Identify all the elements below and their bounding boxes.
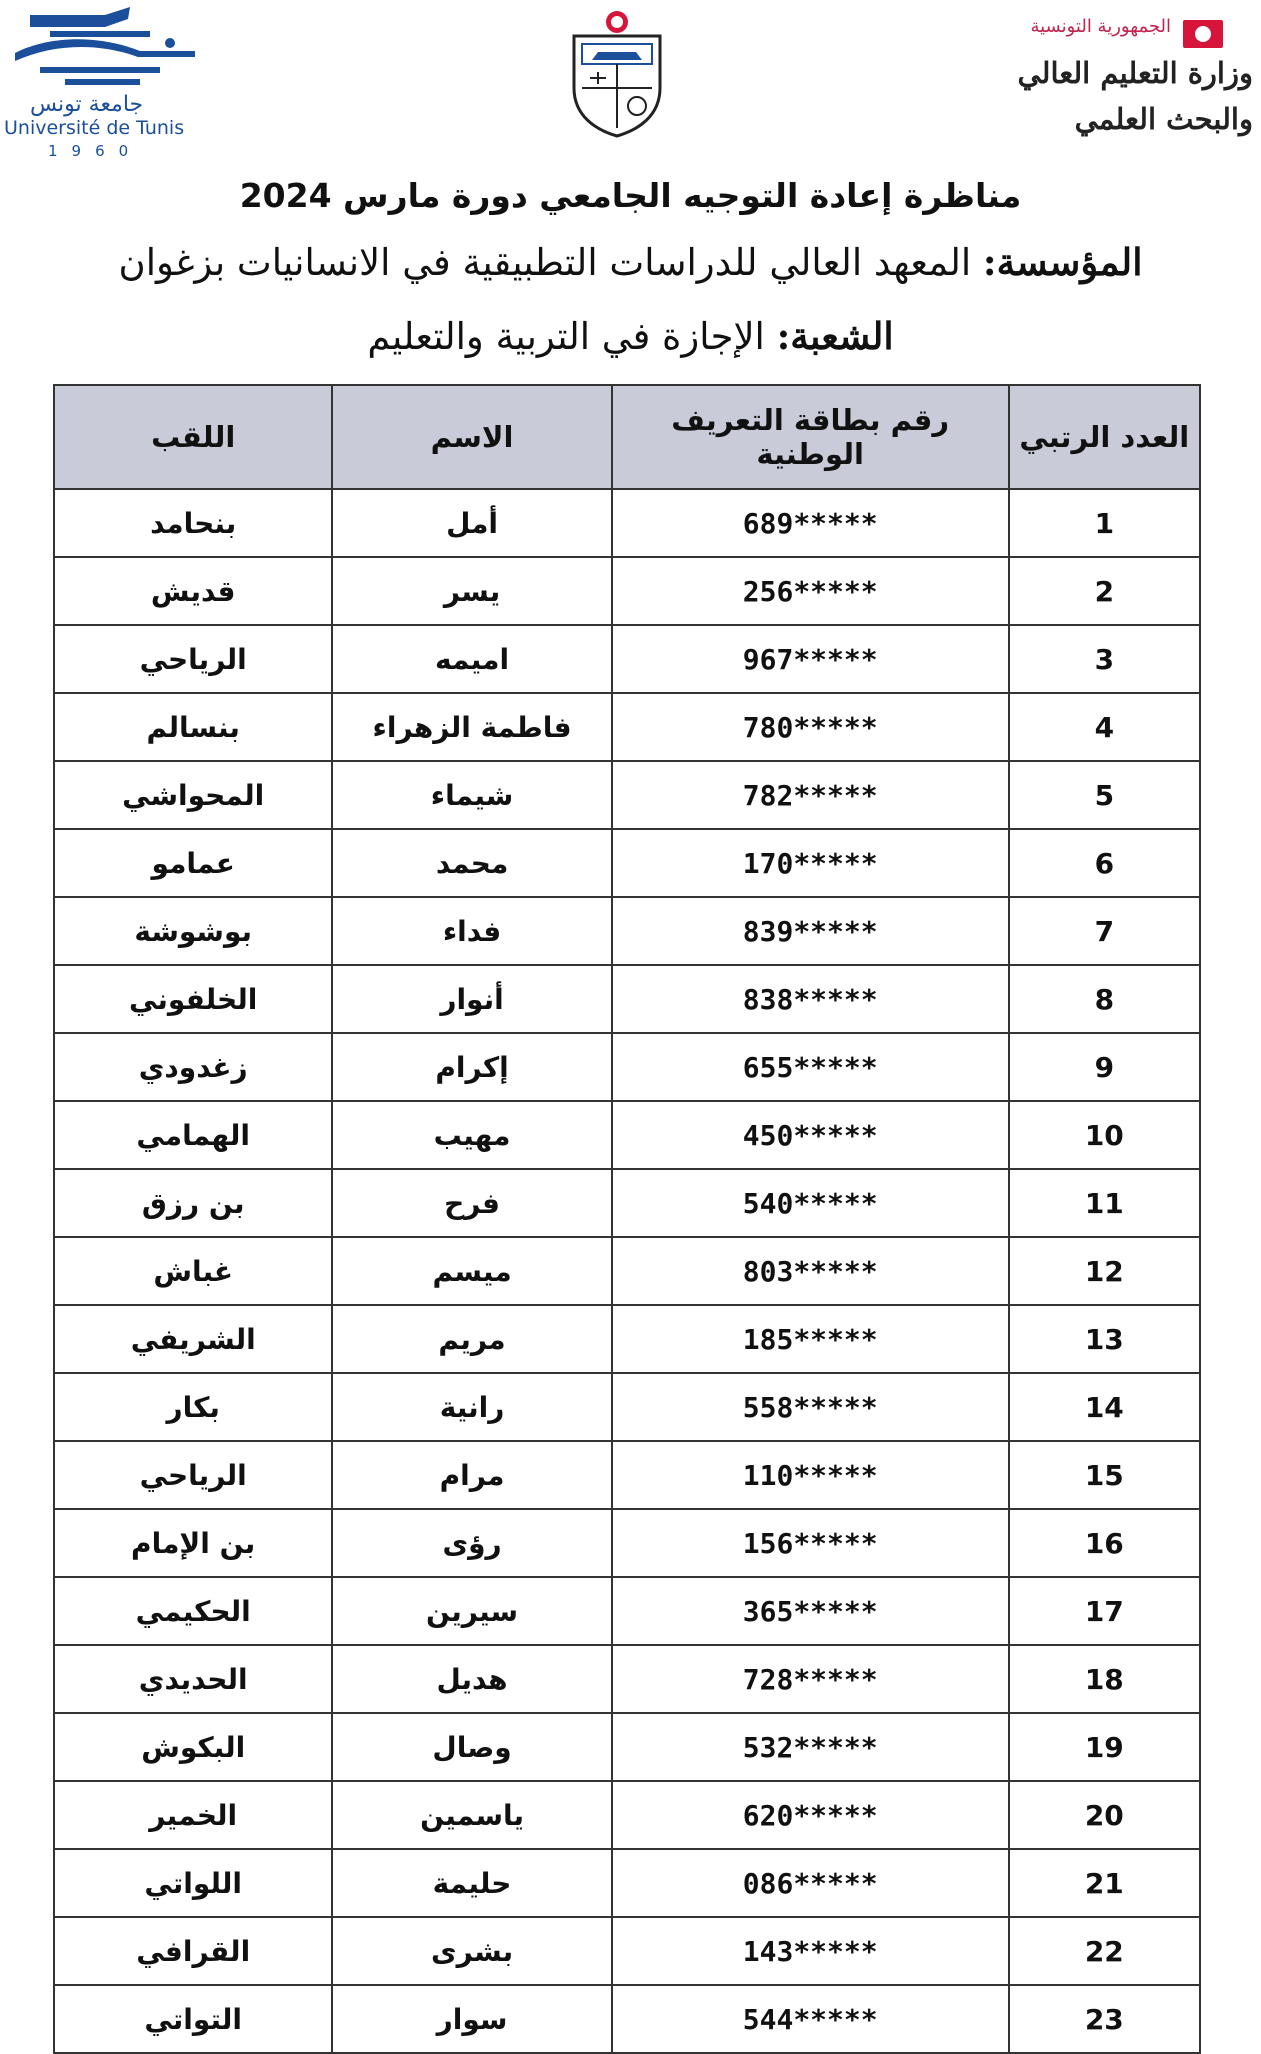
row-number: 16	[1009, 1509, 1200, 1577]
university-logo	[0, 0, 200, 165]
row-last-name: غباش	[54, 1237, 332, 1305]
university-founding-year: 1960	[48, 142, 143, 160]
row-last-name: البكوش	[54, 1713, 332, 1781]
table-row	[54, 1237, 1200, 1305]
table-row	[54, 1033, 1200, 1101]
table-row	[54, 1577, 1200, 1645]
row-cin: *****185	[612, 1305, 1009, 1373]
row-cin: *****086	[612, 1849, 1009, 1917]
row-first-name: مرام	[332, 1441, 611, 1509]
row-number: 7	[1009, 897, 1200, 965]
row-number: 4	[1009, 693, 1200, 761]
row-number: 9	[1009, 1033, 1200, 1101]
row-number: 12	[1009, 1237, 1200, 1305]
row-number: 20	[1009, 1781, 1200, 1849]
institution-name: المعهد العالي للدراسات التطبيقية في الانسانيات بزغوان	[118, 241, 972, 284]
row-number: 22	[1009, 1917, 1200, 1985]
row-cin: *****728	[612, 1645, 1009, 1713]
header-first-name: الاسم	[332, 385, 611, 489]
row-number: 6	[1009, 829, 1200, 897]
row-last-name: بن الإمام	[54, 1509, 332, 1577]
row-last-name: عمامو	[54, 829, 332, 897]
table-row	[54, 1985, 1200, 2053]
row-last-name: زغدودي	[54, 1033, 332, 1101]
table-row	[54, 1509, 1200, 1577]
row-first-name: رانية	[332, 1373, 611, 1441]
row-cin: *****620	[612, 1781, 1009, 1849]
row-number: 21	[1009, 1849, 1200, 1917]
header-cin: رقم بطاقة التعريف الوطنية	[612, 385, 1009, 489]
table-row	[54, 829, 1200, 897]
row-last-name: القرافي	[54, 1917, 332, 1985]
ministry-logo	[961, 0, 1261, 135]
table-row	[54, 965, 1200, 1033]
row-number: 1	[1009, 489, 1200, 557]
row-cin: *****780	[612, 693, 1009, 761]
row-first-name: ياسمين	[332, 1781, 611, 1849]
row-cin: *****544	[612, 1985, 1009, 2053]
header-number: العدد الرتبي	[1009, 385, 1200, 489]
row-number: 15	[1009, 1441, 1200, 1509]
row-first-name: ميسم	[332, 1237, 611, 1305]
row-last-name: بوشوشة	[54, 897, 332, 965]
row-first-name: محمد	[332, 829, 611, 897]
row-last-name: الحديدي	[54, 1645, 332, 1713]
row-cin: *****689	[612, 489, 1009, 557]
row-number: 23	[1009, 1985, 1200, 2053]
row-last-name: الخمير	[54, 1781, 332, 1849]
row-cin: *****839	[612, 897, 1009, 965]
row-last-name: قديش	[54, 557, 332, 625]
row-last-name: الخلفوني	[54, 965, 332, 1033]
row-cin: *****967	[612, 625, 1009, 693]
coat-of-arms-icon	[562, 8, 672, 138]
row-last-name: الحكيمي	[54, 1577, 332, 1645]
row-cin: *****170	[612, 829, 1009, 897]
row-number: 11	[1009, 1169, 1200, 1237]
institution-label: المؤسسة:	[982, 240, 1143, 284]
row-number: 17	[1009, 1577, 1200, 1645]
page-title: مناظرة إعادة التوجيه الجامعي دورة مارس 2024	[239, 176, 1022, 215]
row-number: 5	[1009, 761, 1200, 829]
row-number: 2	[1009, 557, 1200, 625]
table-row	[54, 1305, 1200, 1373]
row-number: 8	[1009, 965, 1200, 1033]
row-number: 3	[1009, 625, 1200, 693]
row-first-name: شيماء	[332, 761, 611, 829]
row-first-name: سيرين	[332, 1577, 611, 1645]
row-cin: *****803	[612, 1237, 1009, 1305]
row-cin: *****540	[612, 1169, 1009, 1237]
row-first-name: مهيب	[332, 1101, 611, 1169]
row-first-name: رؤى	[332, 1509, 611, 1577]
table-row	[54, 1781, 1200, 1849]
header-last-name: اللقب	[54, 385, 332, 489]
row-number: 13	[1009, 1305, 1200, 1373]
row-last-name: بنحامد	[54, 489, 332, 557]
row-last-name: الرياحي	[54, 1441, 332, 1509]
row-first-name: وصال	[332, 1713, 611, 1781]
row-number: 14	[1009, 1373, 1200, 1441]
branch-name: الإجازة في التربية والتعليم	[367, 315, 765, 358]
row-cin: *****532	[612, 1713, 1009, 1781]
row-number: 10	[1009, 1101, 1200, 1169]
table-row	[54, 557, 1200, 625]
branch-label: الشعبة:	[776, 314, 894, 358]
row-last-name: بكار	[54, 1373, 332, 1441]
row-first-name: سوار	[332, 1985, 611, 2053]
row-cin: *****156	[612, 1509, 1009, 1577]
table-row	[54, 1373, 1200, 1441]
university-emblem-icon	[10, 5, 195, 93]
university-name-french: Université de Tunis	[4, 117, 185, 139]
row-last-name: الرياحي	[54, 625, 332, 693]
ministry-name-line1: وزارة التعليم العالي	[1017, 56, 1253, 90]
row-first-name: أمل	[332, 489, 611, 557]
table-header-row	[54, 385, 1200, 489]
table-row	[54, 1645, 1200, 1713]
row-cin: *****558	[612, 1373, 1009, 1441]
ministry-name-line2: والبحث العلمي	[1074, 102, 1253, 136]
row-last-name: الهمامي	[54, 1101, 332, 1169]
row-last-name: المحواشي	[54, 761, 332, 829]
ministry-name	[1018, 50, 1253, 142]
row-last-name: بنسالم	[54, 693, 332, 761]
row-first-name: هديل	[332, 1645, 611, 1713]
row-first-name: اميمه	[332, 625, 611, 693]
row-cin: *****110	[612, 1441, 1009, 1509]
table-row	[54, 761, 1200, 829]
row-cin: *****256	[612, 557, 1009, 625]
row-first-name: حليمة	[332, 1849, 611, 1917]
table-row	[54, 625, 1200, 693]
table-row	[54, 897, 1200, 965]
row-cin: *****450	[612, 1101, 1009, 1169]
row-first-name: فاطمة الزهراء	[332, 693, 611, 761]
row-cin: *****782	[612, 761, 1009, 829]
table-row	[54, 1917, 1200, 1985]
university-name-arabic: جامعة تونس	[30, 92, 144, 117]
row-cin: *****143	[612, 1917, 1009, 1985]
tunisia-flag-icon	[1183, 20, 1223, 48]
row-first-name: يسر	[332, 557, 611, 625]
row-last-name: الشريفي	[54, 1305, 332, 1373]
row-first-name: فرح	[332, 1169, 611, 1237]
table-row	[54, 1169, 1200, 1237]
table-row	[54, 489, 1200, 557]
institution-line	[0, 240, 1261, 284]
table-row	[54, 1713, 1200, 1781]
table-row	[54, 1849, 1200, 1917]
row-number: 19	[1009, 1713, 1200, 1781]
admitted-students-table	[53, 384, 1201, 2054]
row-cin: *****655	[612, 1033, 1009, 1101]
row-first-name: بشرى	[332, 1917, 611, 1985]
row-last-name: التواتي	[54, 1985, 332, 2053]
table-row	[54, 1441, 1200, 1509]
row-first-name: أنوار	[332, 965, 611, 1033]
row-last-name: اللواتي	[54, 1849, 332, 1917]
row-first-name: مريم	[332, 1305, 611, 1373]
table-row	[54, 693, 1200, 761]
row-first-name: إكرام	[332, 1033, 611, 1101]
row-last-name: بن رزق	[54, 1169, 332, 1237]
row-first-name: فداء	[332, 897, 611, 965]
row-number: 18	[1009, 1645, 1200, 1713]
row-cin: *****838	[612, 965, 1009, 1033]
table-row	[54, 1101, 1200, 1169]
branch-line	[0, 314, 1261, 358]
republic-name: الجمهورية التونسية	[1030, 16, 1171, 37]
row-cin: *****365	[612, 1577, 1009, 1645]
